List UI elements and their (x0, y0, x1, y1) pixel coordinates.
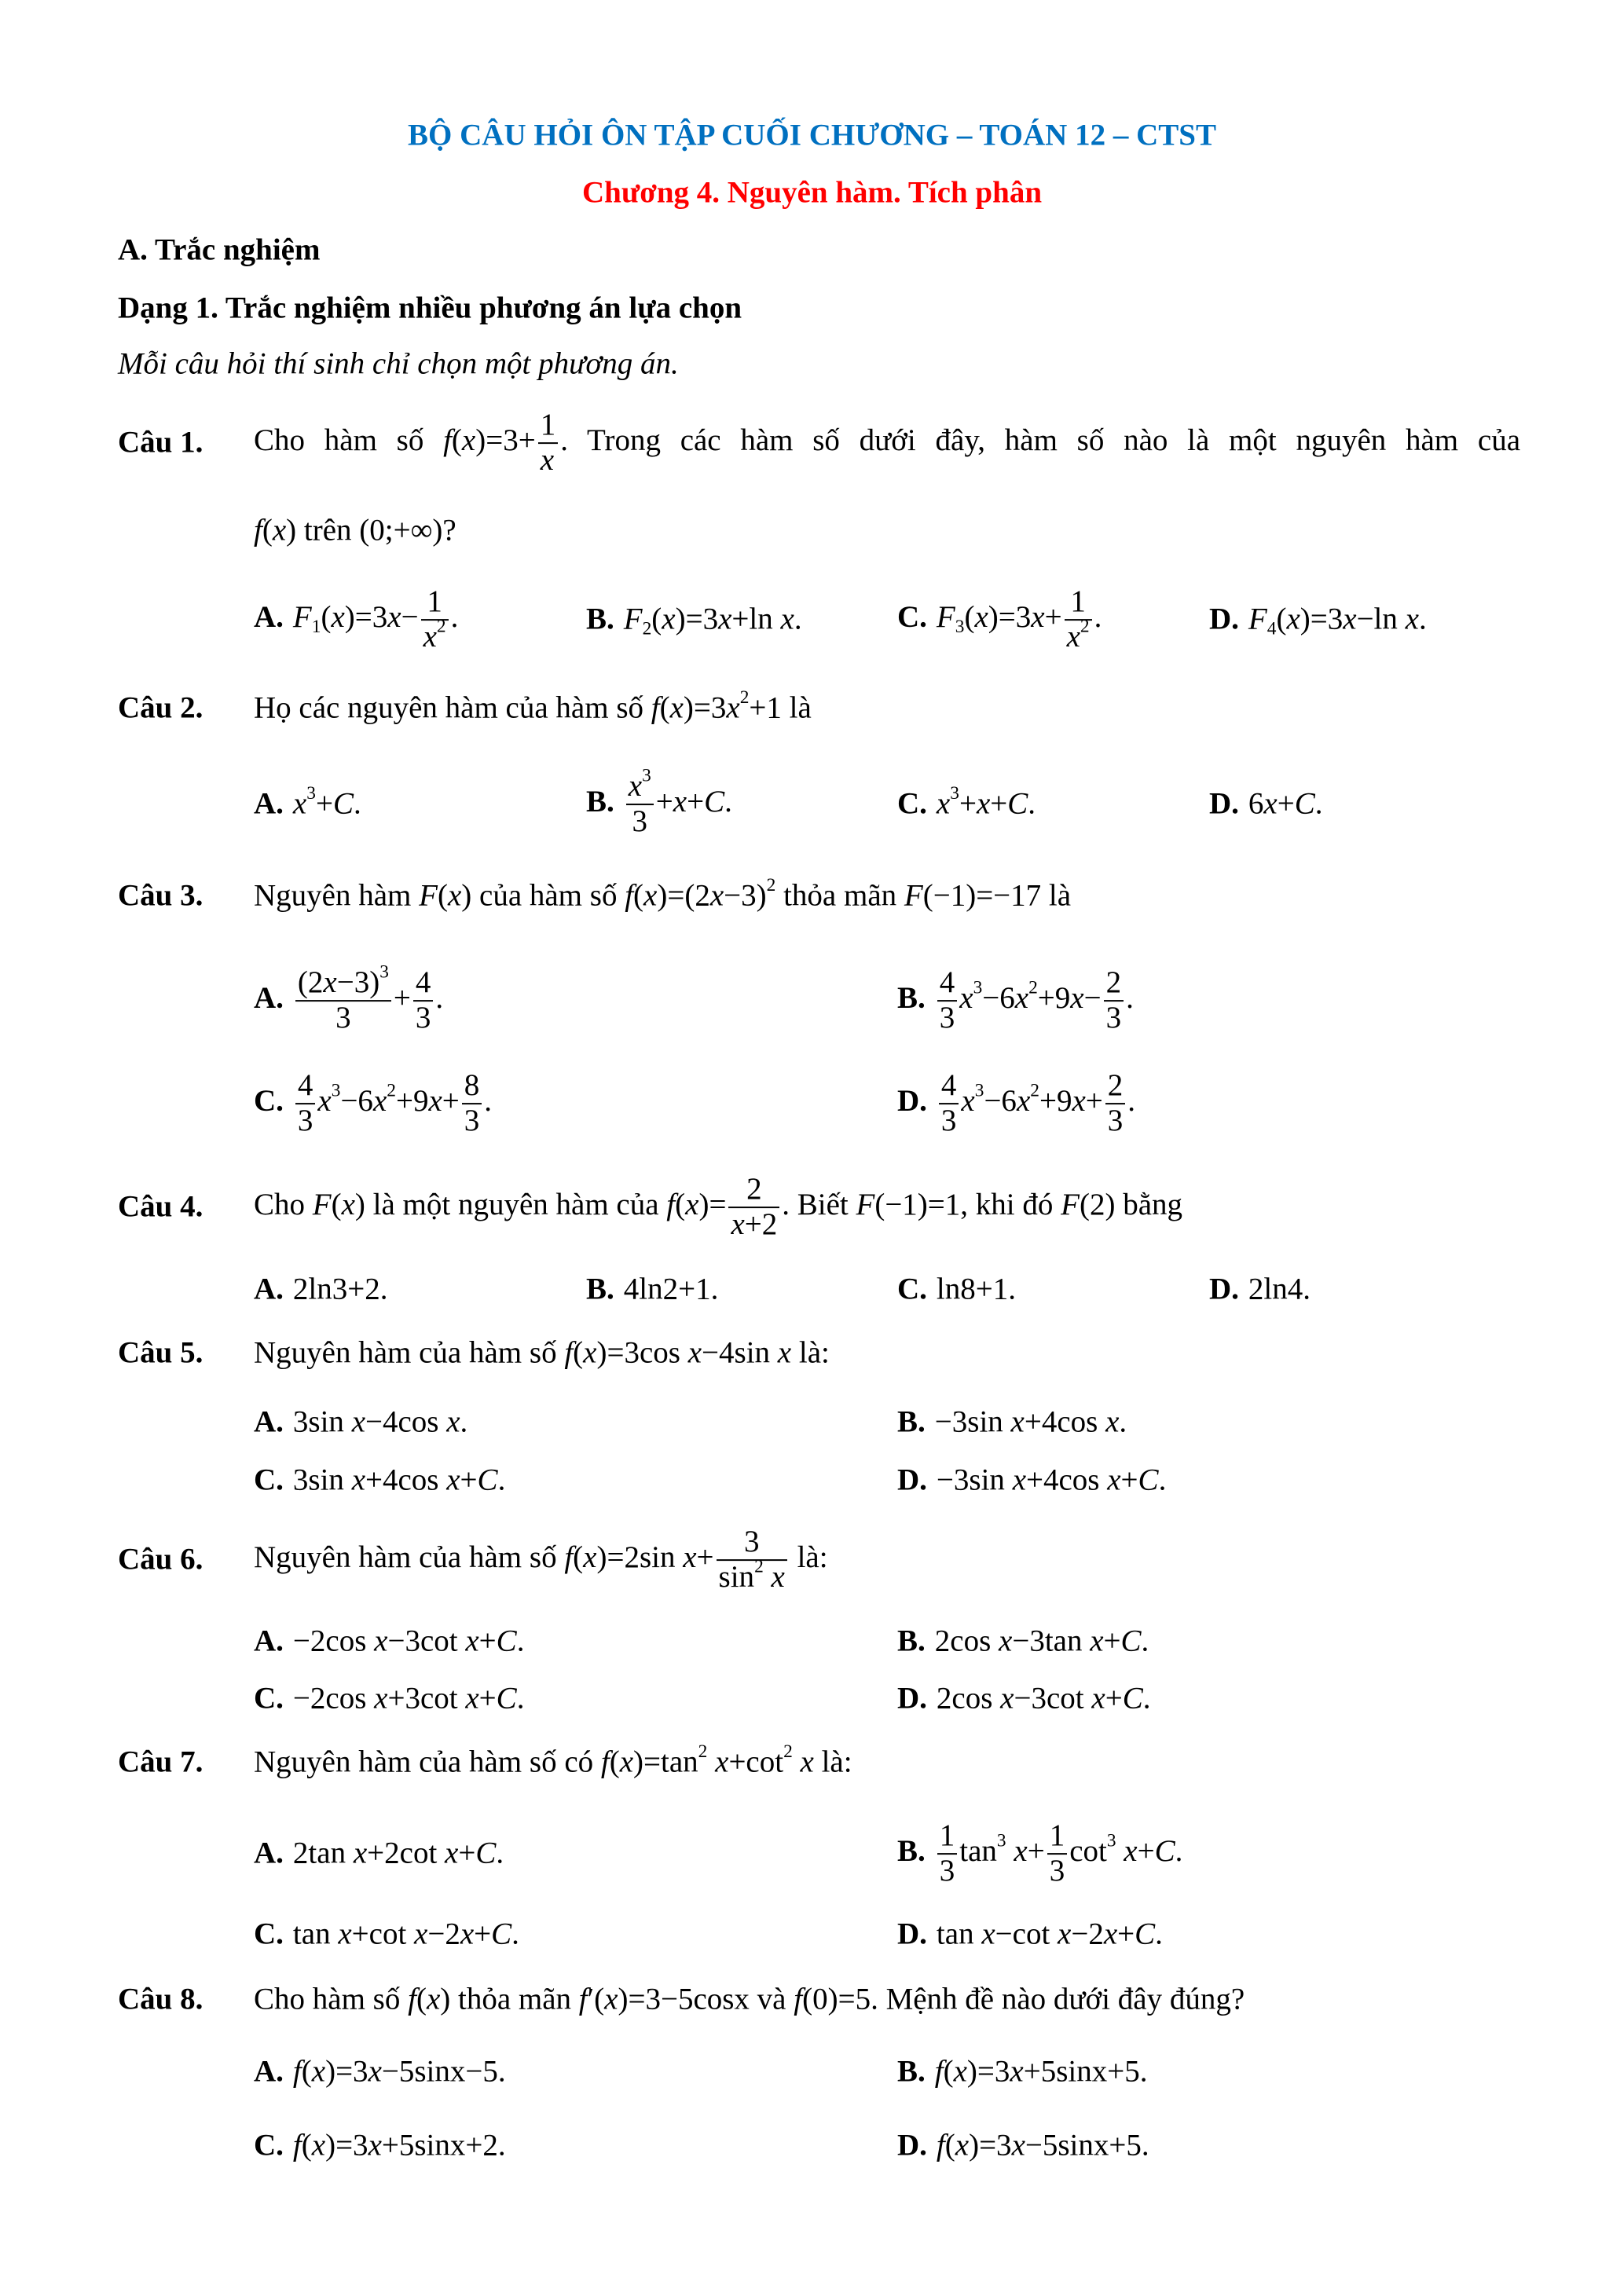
option-text: 2tan x+2cot x+C. (292, 1836, 504, 1870)
option-letter: A. (254, 980, 284, 1015)
option-a[interactable] (254, 1404, 467, 1441)
option-d[interactable] (897, 1681, 1150, 1718)
option-text: $F_4(x)=3x-\ln$ x. (1248, 602, 1427, 639)
option-a[interactable] (254, 2054, 506, 2091)
option-d[interactable] (1209, 786, 1323, 823)
option-letter: D. (897, 1917, 927, 1951)
option-text: $\frac{4}{3}$ $x^3-6x^2+9x+$ $\frac{8}{3}$ . (293, 1084, 492, 1118)
option-letter: C. (254, 1681, 284, 1716)
option-d[interactable] (1209, 1272, 1311, 1309)
option-d[interactable] (897, 1463, 1166, 1500)
option-c[interactable] (254, 1917, 519, 1954)
question-label: Câu 5. (118, 1335, 203, 1370)
option-b[interactable] (897, 1819, 1182, 1888)
instruction-text: Mỗi câu hỏi thí sinh chỉ chọn một phương án. (118, 346, 679, 381)
option-letter: B. (897, 1624, 926, 1658)
option-letter: D. (897, 1463, 927, 1497)
option-text: $\frac{4}{3}$ $x^3-6x^2+9x-$ $\frac{2}{3}$ . (935, 981, 1134, 1015)
option-text: $x^3+C$. (292, 782, 361, 821)
option-text: $\frac{4}{3}$ $x^3-6x^2+9x+$ $\frac{2}{3}$ . (937, 1084, 1135, 1118)
option-letter: C. (254, 2128, 284, 2162)
question-stem: Nguyên hàm của hàm số f(x)=2sin x+ $\frac{3}{\sin^2 x}$ là: (254, 1525, 828, 1594)
option-b[interactable] (586, 602, 802, 639)
option-text: −3sin x+4cos x+C. (936, 1463, 1167, 1497)
question-label: Câu 1. (118, 425, 203, 460)
option-letter: D. (897, 1083, 927, 1118)
option-c[interactable] (254, 1463, 505, 1500)
option-letter: D. (1209, 1272, 1239, 1306)
question-label: Câu 4. (118, 1189, 203, 1224)
option-letter: A. (254, 1272, 284, 1306)
option-text: 2cos x−3cot x+C. (936, 1681, 1151, 1716)
option-c[interactable] (254, 1681, 524, 1718)
option-text: f(x)=3x−5sinx−5. (292, 2054, 506, 2089)
option-letter: A. (254, 1624, 284, 1658)
option-a[interactable] (254, 782, 361, 823)
option-text: 2cos x−3tan x+C. (934, 1624, 1149, 1658)
option-text: $\frac{1}{3}$ $\tan^3 x+$ $\frac{1}{3}$ $\cot^3 x+C$. (935, 1834, 1183, 1868)
option-c[interactable] (897, 585, 1102, 654)
question-stem: Họ các nguyên hàm của hàm số $f(x)=3x^2+1$ là (254, 687, 812, 725)
option-text: tan x−cot x−2x+C. (936, 1917, 1163, 1951)
option-text: 2ln4. (1248, 1272, 1311, 1306)
option-letter: B. (586, 1272, 614, 1306)
option-letter: A. (254, 599, 284, 634)
option-c[interactable] (897, 1272, 1016, 1309)
option-text: $F_3(x)=3x+$ $\frac{1}{x^2}$ . (936, 584, 1102, 654)
option-letter: B. (897, 1404, 926, 1439)
option-letter: B. (897, 980, 926, 1015)
question-stem: Nguyên hàm của hàm số có $f(x)=\tan^2$ $x+\cot^2$ x là: (254, 1741, 852, 1779)
question-stem: Cho hàm số f(x) thỏa mãn f′(x)=3−5cosx và f(0)=5. Mệnh đề nào dưới đây đúng? (254, 1982, 1245, 2016)
question-stem: Nguyên hàm F(x) của hàm số $f(x)=(2x-3)^2$ thỏa mãn F(−1)=−17 là (254, 874, 1072, 913)
option-letter: D. (897, 2128, 927, 2162)
option-a[interactable] (254, 1624, 524, 1661)
option-letter: D. (897, 1681, 927, 1716)
option-text: $\frac{(2x-3)^3}{3}$ + $\frac{4}{3}$ . (293, 981, 443, 1015)
option-text: −2cos x−3cot x+C. (292, 1624, 525, 1658)
option-letter: C. (254, 1917, 284, 1951)
option-letter: A. (254, 2054, 284, 2089)
option-text: tan x+cot x−2x+C. (292, 1917, 519, 1951)
option-text: f(x)=3x+5sinx+5. (934, 2054, 1148, 2089)
option-b[interactable] (586, 1272, 718, 1309)
option-text: ln8+1. (936, 1272, 1017, 1306)
option-letter: B. (586, 602, 614, 636)
option-a[interactable] (254, 1272, 388, 1309)
chapter-title: Chương 4. Nguyên hàm. Tích phân (581, 175, 1043, 210)
option-letter: C. (254, 1463, 284, 1497)
option-text: 6x+C. (1248, 786, 1323, 821)
option-letter: B. (897, 2054, 926, 2089)
option-d[interactable] (897, 2128, 1149, 2165)
section-heading: A. Trắc nghiệm (118, 233, 321, 267)
option-text: −2cos x+3cot x+C. (292, 1681, 525, 1716)
option-letter: C. (897, 1272, 927, 1306)
option-text: $\frac{x^3}{3}$ +x+C. (624, 785, 732, 818)
option-letter: A. (254, 1836, 284, 1870)
option-d[interactable] (897, 1917, 1163, 1954)
subsection-heading: Dạng 1. Trắc nghiệm nhiều phương án lựa chọn (118, 291, 742, 325)
question-label: Câu 7. (118, 1745, 203, 1779)
option-letter: A. (254, 786, 284, 821)
question-label: Câu 6. (118, 1542, 203, 1576)
question-stem: f(x) trên (0;+∞)? (254, 513, 456, 547)
option-text: f(x)=3x+5sinx+2. (292, 2128, 506, 2162)
option-letter: D. (1209, 602, 1239, 636)
option-b[interactable] (897, 2054, 1147, 2091)
option-a[interactable] (254, 1836, 504, 1873)
question-stem: Nguyên hàm của hàm số f(x)=3cos x−4sin x là: (254, 1335, 830, 1370)
option-b[interactable] (897, 1404, 1127, 1441)
option-text: $F_2(x)=3x+\ln$ x. (623, 602, 802, 639)
option-text: 4ln2+1. (623, 1272, 719, 1306)
option-letter: C. (897, 786, 927, 821)
document-title: BỘ CÂU HỎI ÔN TẬP CUỐI CHƯƠNG – TOÁN 12 – CTST (408, 118, 1216, 152)
option-text: 2ln3+2. (292, 1272, 388, 1306)
option-text: 3sin x−4cos x. (292, 1404, 468, 1439)
option-c[interactable] (897, 782, 1036, 823)
question-label: Câu 8. (118, 1982, 203, 2016)
option-letter: C. (254, 1083, 284, 1118)
option-a[interactable] (254, 585, 458, 654)
option-b[interactable] (897, 1624, 1149, 1661)
option-letter: A. (254, 1404, 284, 1439)
option-b[interactable] (586, 765, 732, 839)
option-letter: B. (897, 1833, 926, 1868)
question-label: Câu 2. (118, 690, 203, 725)
option-text: −3sin x+4cos x. (934, 1404, 1127, 1439)
option-text: 3sin x+4cos x+C. (292, 1463, 506, 1497)
option-c[interactable] (254, 2128, 506, 2165)
option-c[interactable] (254, 1069, 492, 1138)
question-label: Câu 3. (118, 878, 203, 913)
option-text: $x^3+x+C$. (936, 782, 1036, 821)
option-b[interactable] (897, 966, 1134, 1035)
question-stem: Cho F(x) là một nguyên hàm của f(x)= $\frac{2}{x+2}$ . Biết F(−1)=1, khi đó F(2) bằng (254, 1172, 1183, 1241)
option-text: $F_1(x)=3x-$ $\frac{1}{x^2}$ . (292, 584, 459, 654)
option-text: f(x)=3x−5sinx+5. (936, 2128, 1149, 2162)
option-letter: D. (1209, 786, 1239, 821)
option-letter: C. (897, 599, 927, 634)
option-d[interactable] (897, 1069, 1135, 1138)
option-d[interactable] (1209, 602, 1427, 639)
option-letter: B. (586, 784, 614, 818)
option-a[interactable] (254, 961, 444, 1035)
question-stem: Cho hàm số f(x)=3+ $\frac{1}{x}$ . Trong các hàm số dưới đây, hàm số nào là một nguyên hàm của (254, 408, 1521, 477)
